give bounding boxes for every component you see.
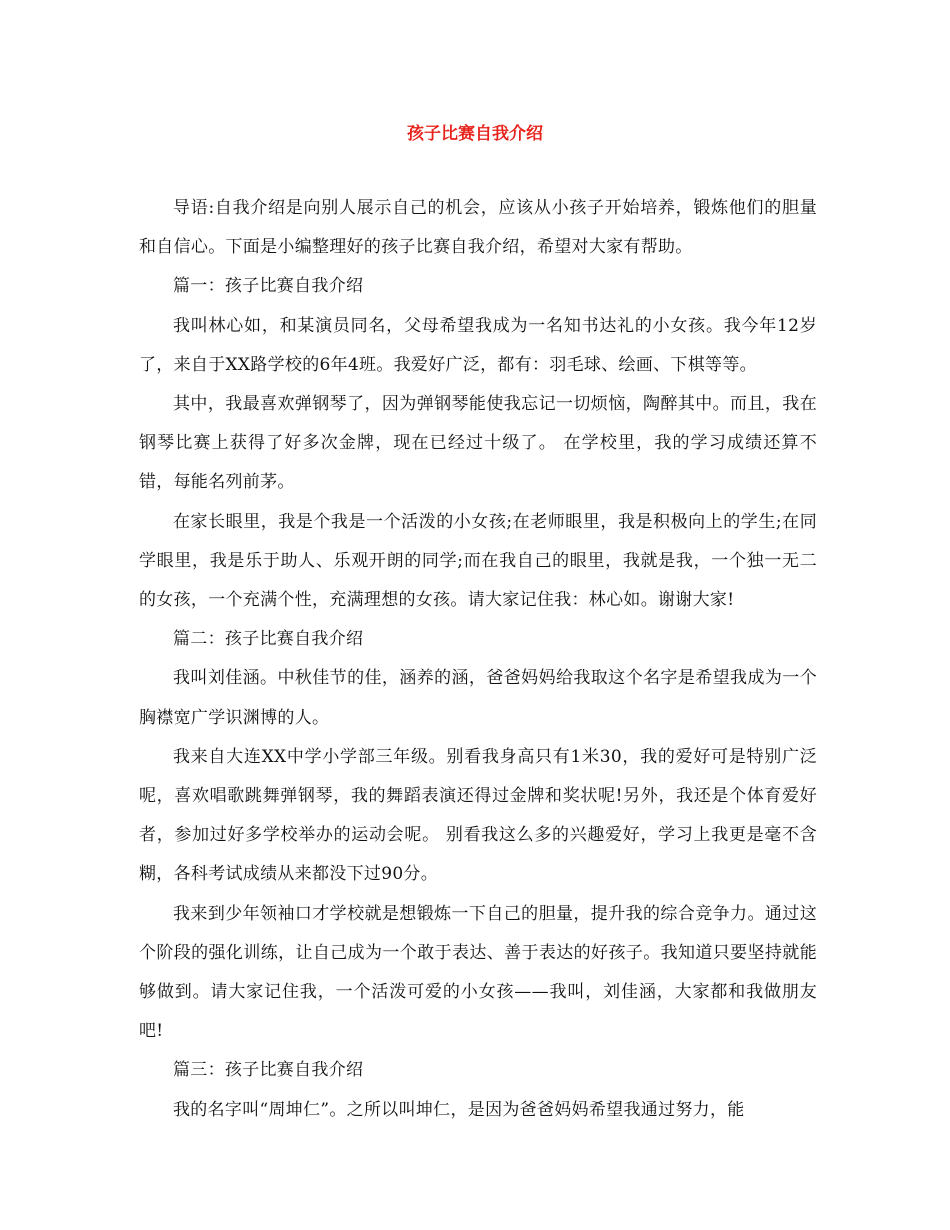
paragraph: 我叫刘佳涵。中秋佳节的佳，涵养的涵，爸爸妈妈给我取这个名字是希望我成为一个胸襟宽广学识渊博的人。: [139, 668, 817, 728]
document-title: 孩子比赛自我介绍: [407, 124, 543, 144]
paragraph: 其中，我最喜欢弹钢琴了，因为弹钢琴能使我忘记一切烦恼，陶醉其中。而且，我在钢琴比赛上获得了好多次金牌，现在已经过十级了。 在学校里，我的学习成绩还算不错，每能名列前茅。: [139, 394, 817, 493]
paragraph: 我的名字叫“周坤仁”。之所以叫坤仁，是因为爸爸妈妈希望我通过努力，能: [173, 1099, 745, 1120]
document-body: [139, 189, 817, 1130]
section-heading-1: 篇一：孩子比赛自我介绍: [173, 276, 364, 297]
paragraph: 我叫林心如，和某演员同名，父母希望我成为一名知书达礼的小女孩。我今年12岁了，来自于XX路学校的6年4班。我爱好广泛，都有：羽毛球、绘画、下棋等等。: [139, 315, 817, 375]
paragraph: 我来自大连XX中学小学部三年级。别看我身高只有1米30，我的爱好可是特别广泛呢，喜欢唱歌跳舞弹钢琴，我的舞蹈表演还得过金牌和奖状呢!另外，我还是个体育爱好者，参加过好多学校举办的运动会呢。 别看我这么多的兴趣爱好，学习上我更是毫不含糊，各科考试成绩从来都没下过90分。: [139, 746, 817, 885]
paragraph: 我来到少年领袖口才学校就是想锻炼一下自己的胆量，提升我的综合竞争力。通过这个阶段的强化训练，让自己成为一个敢于表达、善于表达的好孩子。我知道只要坚持就能够做到。请大家记住我，一个活泼可爱的小女孩——我叫，刘佳涵，大家都和我做朋友吧!: [139, 903, 817, 1042]
paragraph: 在家长眼里，我是个我是一个活泼的小女孩;在老师眼里，我是积极向上的学生;在同学眼里，我是乐于助人、乐观开朗的同学;而在我自己的眼里，我就是我，一个独一无二的女孩，一个充满个性，充满理想的女孩。请大家记住我：林心如。谢谢大家!: [139, 511, 817, 611]
section-heading-3: 篇三：孩子比赛自我介绍: [173, 1060, 364, 1081]
intro-paragraph: 导语:自我介绍是向别人展示自己的机会，应该从小孩子开始培养，锻炼他们的胆量和自信心。下面是小编整理好的孩子比赛自我介绍，希望对大家有帮助。: [139, 198, 817, 258]
section-heading-2: 篇二：孩子比赛自我介绍: [173, 629, 364, 650]
